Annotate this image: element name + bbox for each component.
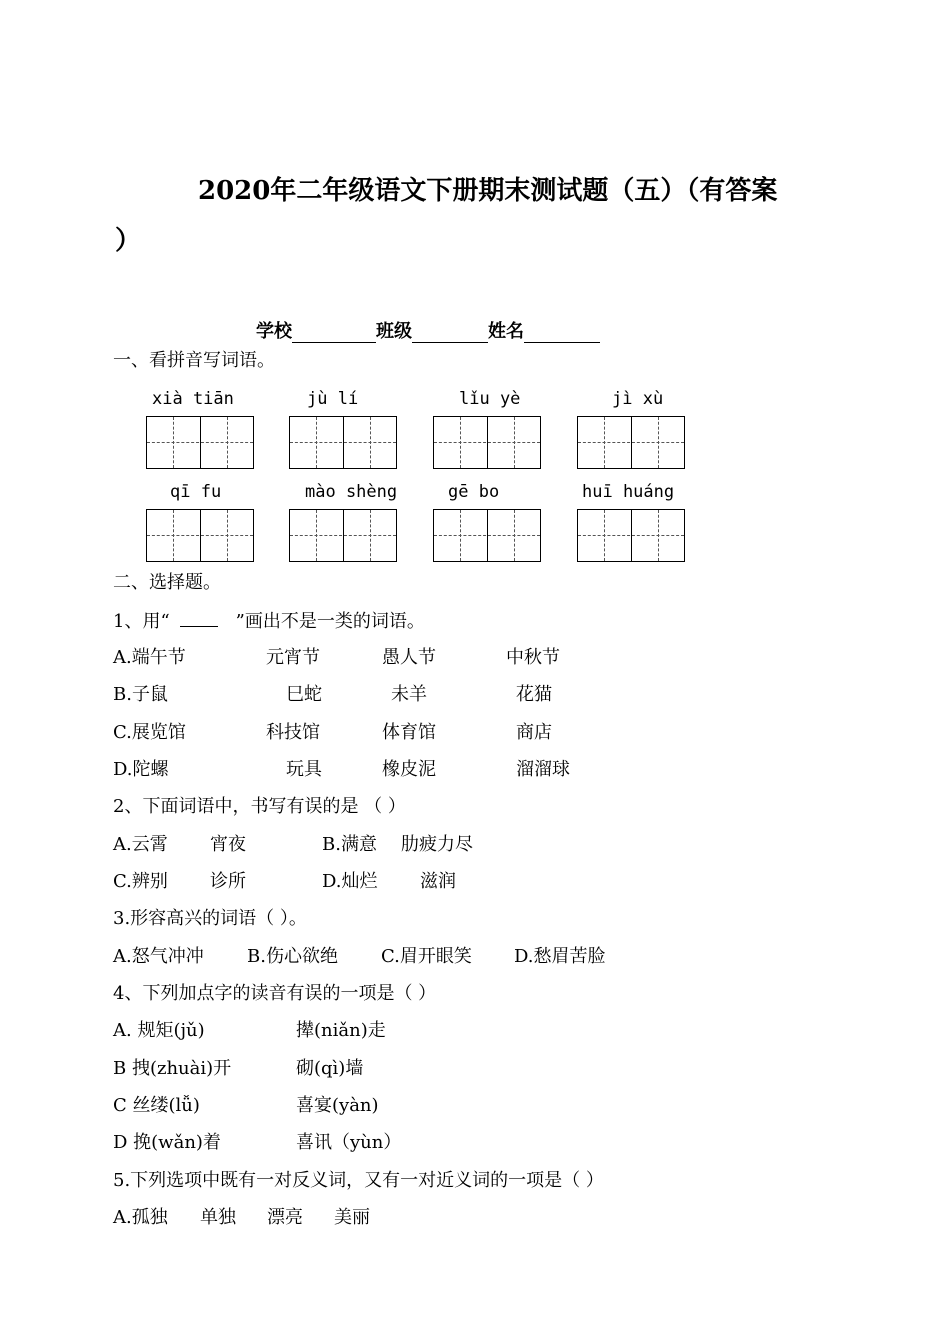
writing-grid[interactable] (433, 416, 541, 469)
underline-sample (180, 610, 218, 627)
name-blank[interactable] (524, 324, 600, 343)
question-1-stem: 1、用“ ”画出不是一类的词语。 (113, 611, 425, 632)
pinyin-label: gē bo (448, 482, 500, 502)
section1-heading: 一、看拼音写词语。 (113, 350, 275, 371)
section2-heading: 二、选择题。 (113, 572, 221, 593)
school-blank[interactable] (292, 324, 376, 343)
writing-grid[interactable] (289, 416, 397, 469)
name-label: 姓名 (488, 321, 524, 342)
writing-grid[interactable] (433, 509, 541, 562)
school-label: 学校 (256, 321, 292, 342)
writing-grid[interactable] (146, 509, 254, 562)
page-title: 2020年二年级语文下册期末测试题（五）（有答案 (198, 176, 778, 206)
pinyin-label: jù lí (307, 389, 359, 409)
question-3-stem: 3.形容高兴的词语（ ）。 (113, 908, 307, 929)
question-5-stem: 5.下列选项中既有一对反义词，又有一对近义词的一项是（ ） (113, 1170, 604, 1191)
writing-grid[interactable] (146, 416, 254, 469)
pinyin-label: mào shèng (305, 482, 398, 502)
pinyin-label: xià tiān (152, 389, 234, 409)
question-4-stem: 4、下列加点字的读音有误的一项是（ ） (113, 983, 437, 1004)
page-title-tail: ） (115, 226, 142, 256)
class-blank[interactable] (412, 324, 488, 343)
student-info-line (256, 317, 600, 343)
class-label: 班级 (376, 321, 412, 342)
pinyin-label: qī fu (170, 482, 222, 502)
question-2-stem: 2、下面词语中，书写有误的是 （ ） (113, 796, 406, 817)
pinyin-label: jì xù (612, 389, 664, 409)
pinyin-label: lǐu yè (459, 389, 521, 409)
writing-grid[interactable] (289, 509, 397, 562)
pinyin-label: huī huáng (582, 482, 675, 502)
writing-grid[interactable] (577, 416, 685, 469)
writing-grid[interactable] (577, 509, 685, 562)
